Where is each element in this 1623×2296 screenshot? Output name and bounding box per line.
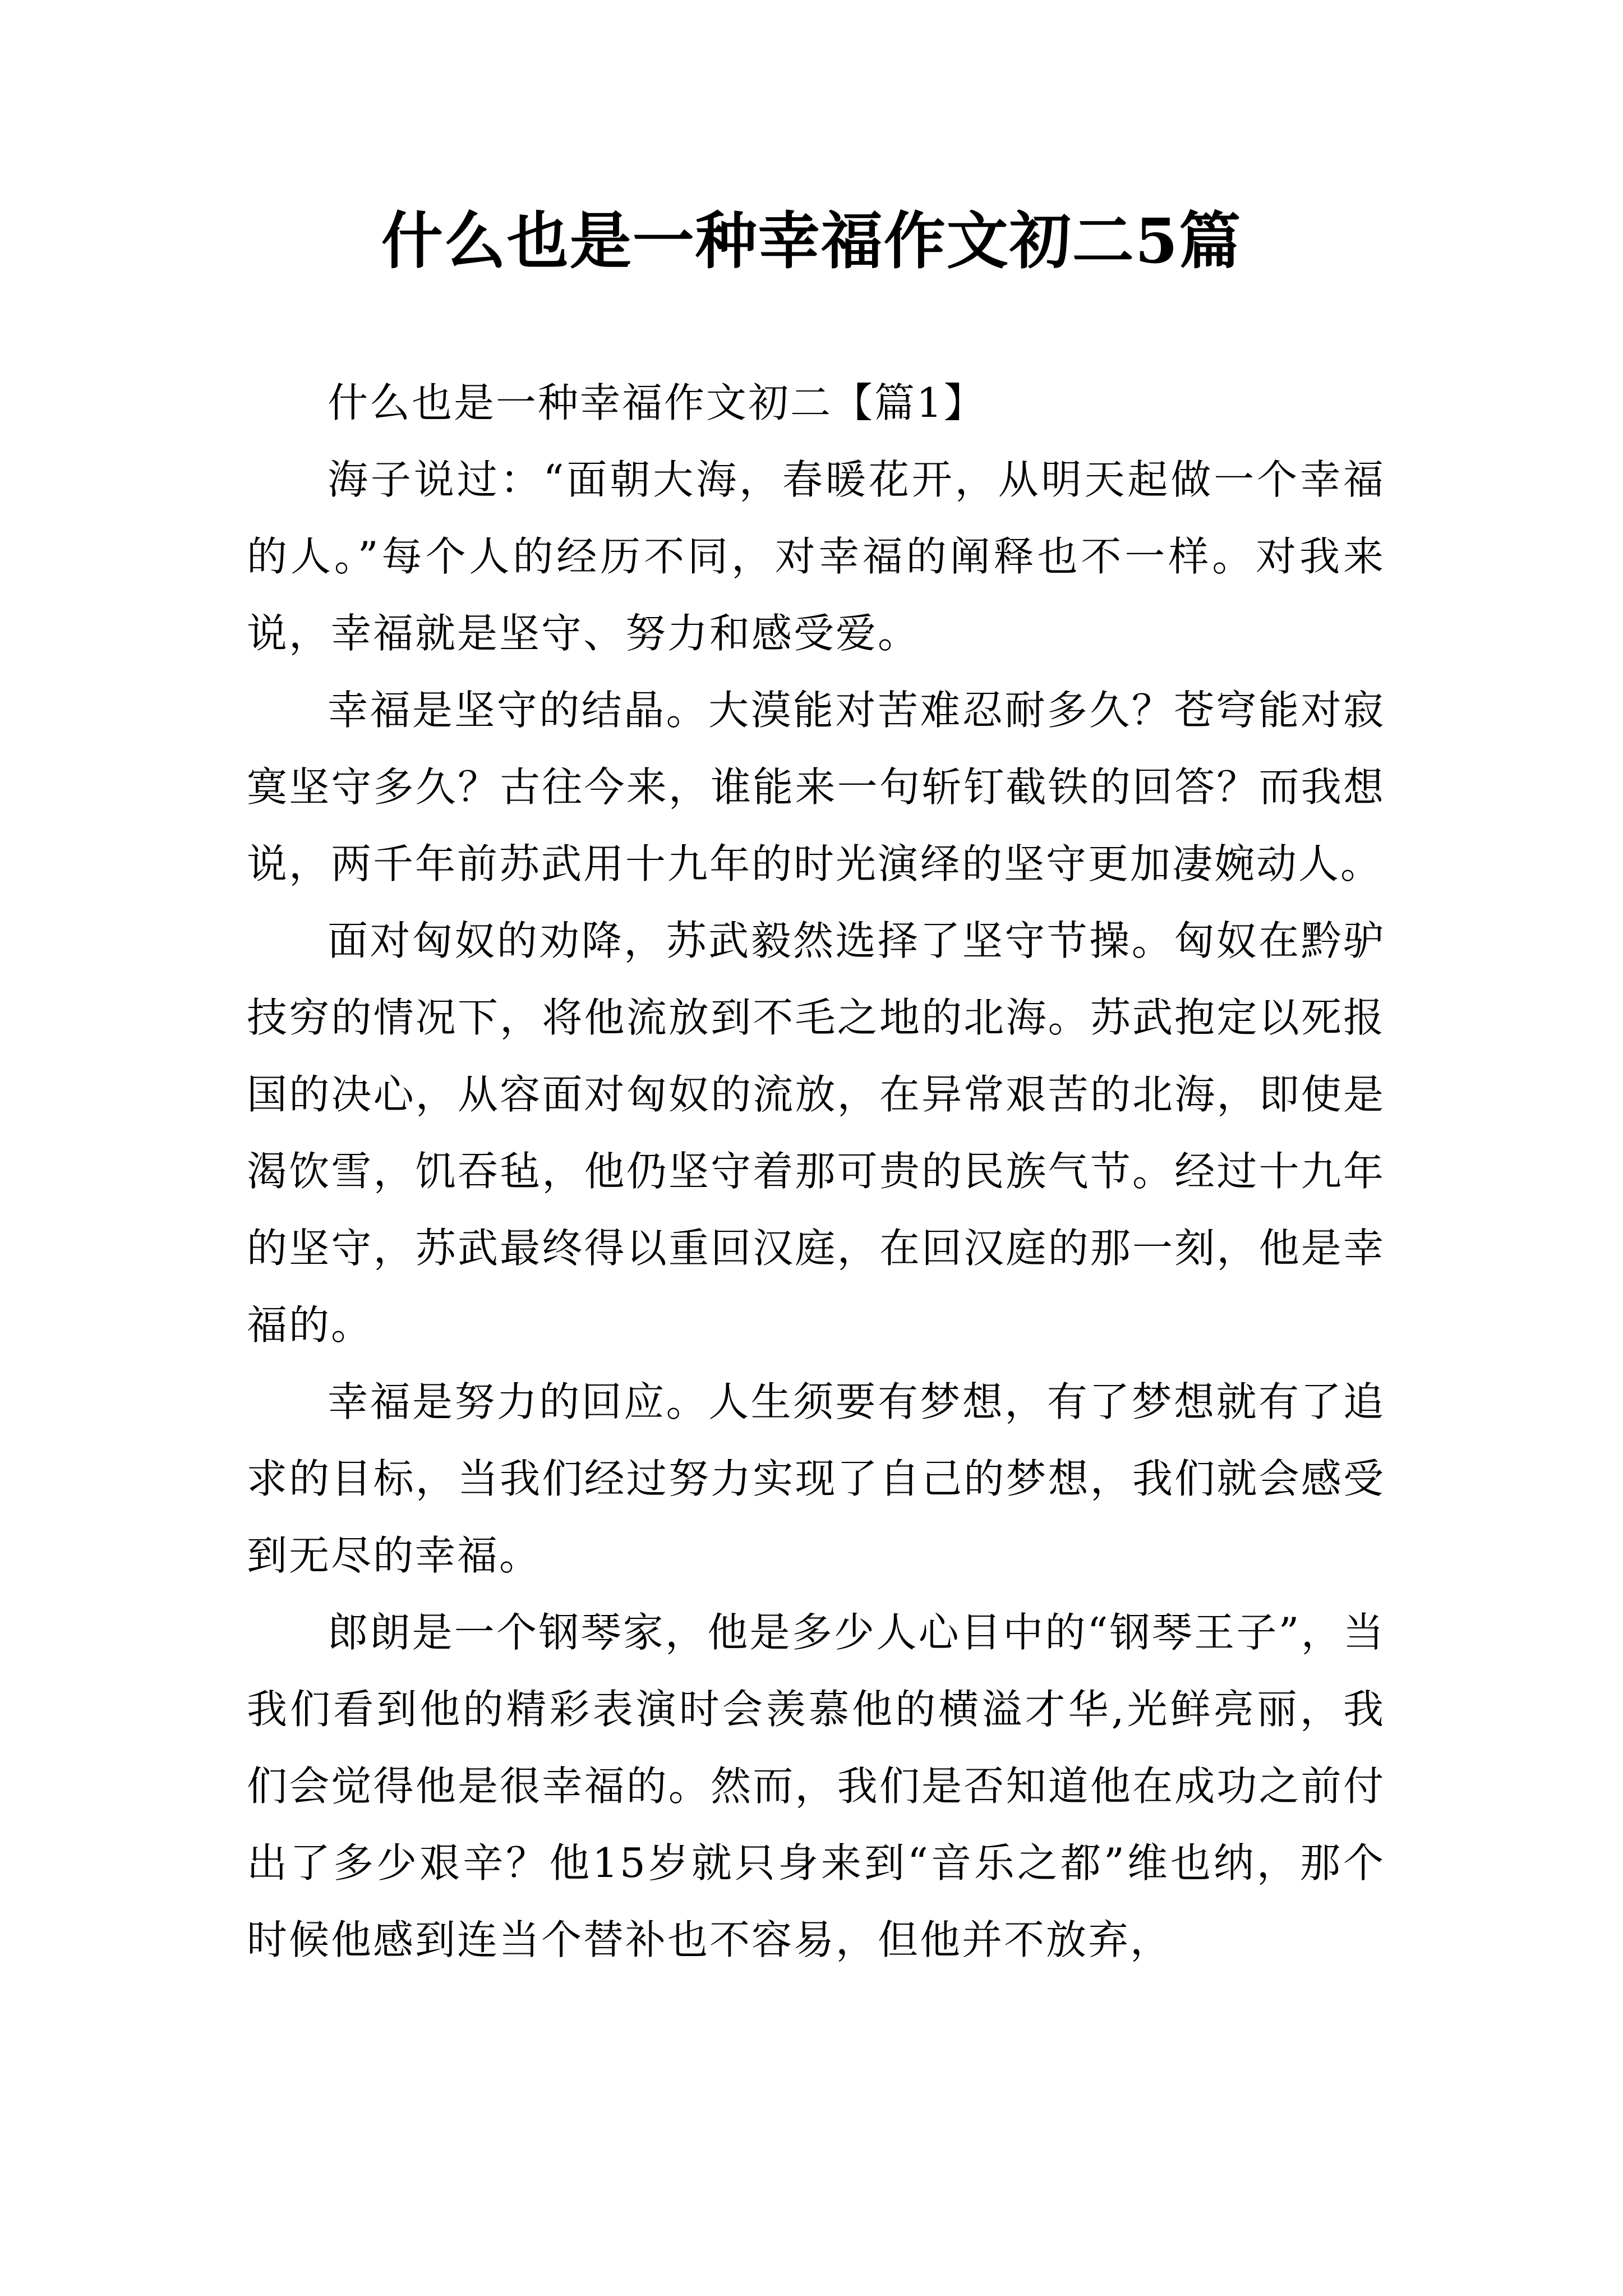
document-title: 什么也是一种幸福作文初二5篇	[381, 205, 1242, 277]
paragraph: 幸福是坚守的结晶。大漠能对苦难忍耐多久？苍穹能对寂寞坚守多久？古往今来，谁能来一句斩钉截铁的回答？而我想说，两千年前苏武用十九年的时光演绎的坚守更加凄婉动人。	[247, 687, 1385, 887]
section-heading: 什么也是一种幸福作文初二【篇1】	[328, 379, 986, 426]
paragraph: 海子说过：“面朝大海，春暖花开，从明天起做一个幸福的人。”每个人的经历不同，对幸福的阐释也不一样。对我来说，幸福就是坚守、努力和感受爱。	[247, 456, 1385, 657]
document-body	[247, 365, 1385, 1978]
paragraph: 郎朗是一个钢琴家，他是多少人心目中的“钢琴王子”，当我们看到他的精彩表演时会羡慕他的横溢才华,光鲜亮丽，我们会觉得他是很幸福的。然而，我们是否知道他在成功之前付出了多少艰辛？他15岁就只身来到“音乐之都”维也纳，那个时候他感到连当个替补也不容易，但他并不放弃，	[247, 1609, 1385, 1963]
paragraph: 幸福是努力的回应。人生须要有梦想，有了梦想就有了追求的目标，当我们经过努力实现了自己的梦想，我们就会感受到无尽的幸福。	[247, 1378, 1385, 1579]
paragraph: 面对匈奴的劝降，苏武毅然选择了坚守节操。匈奴在黔驴技穷的情况下，将他流放到不毛之地的北海。苏武抱定以死报国的决心，从容面对匈奴的流放，在异常艰苦的北海，即使是渴饮雪，饥吞毡，他仍坚守着那可贵的民族气节。经过十九年的坚守，苏武最终得以重回汉庭，在回汉庭的那一刻，他是幸福的。	[247, 917, 1385, 1349]
